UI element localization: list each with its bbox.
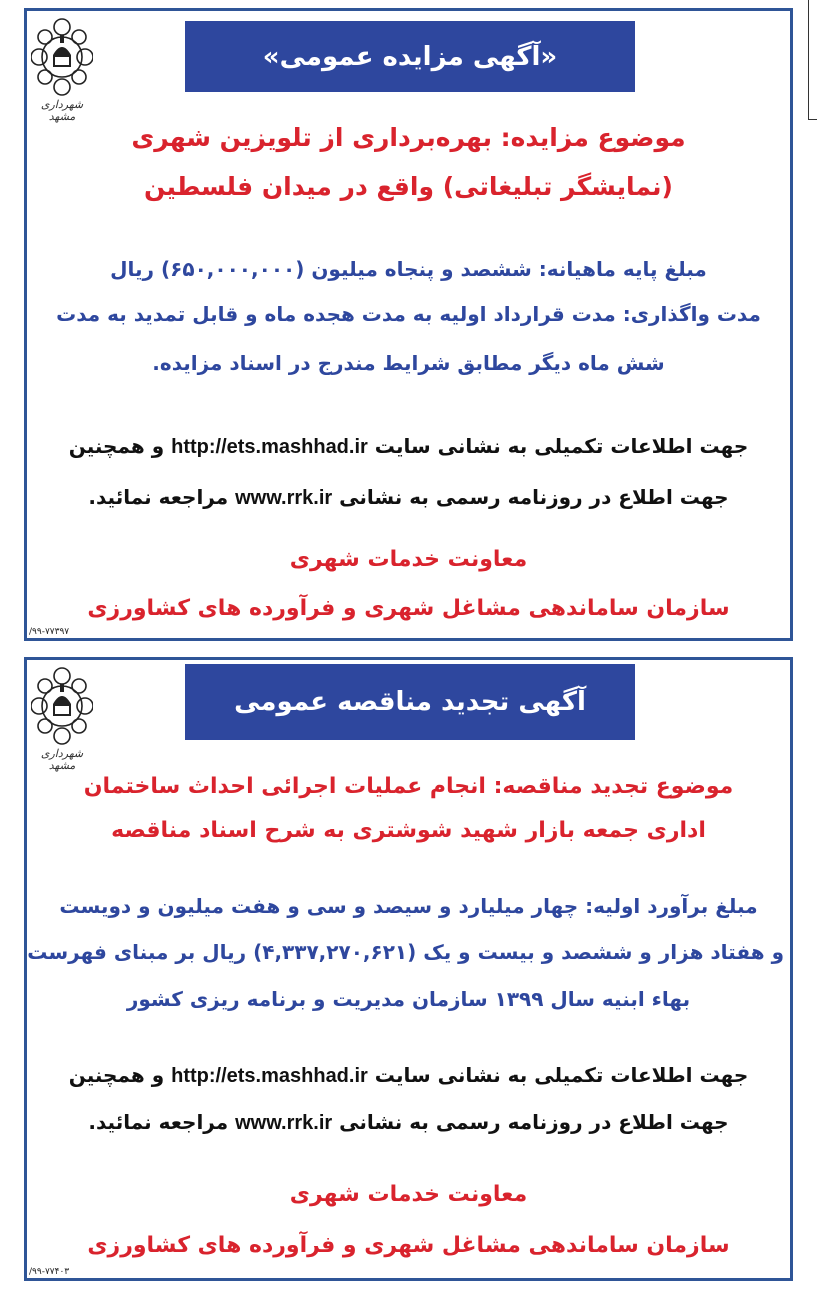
auction-base-price: مبلغ پایه ماهیانه: ششصد و پنجاه میلیون (۶۵۰,۰۰۰,۰۰۰) ریال [110,257,707,281]
auction-signature-organization: سازمان ساماندهی مشاغل شهری و فرآورده های کشاورزی [87,596,730,621]
ets-link[interactable]: http://ets.mashhad.ir [171,1065,368,1087]
info-suffix: و همچنین [68,434,165,458]
mashhad-emblem-icon [31,17,93,99]
municipality-logo [31,666,93,772]
info-suffix: مراجعه نمائید. [88,485,229,509]
auction-ref-code: /۹۹-۷۷۳۹۷ [29,627,70,637]
auction-info-line-2 [33,487,784,508]
tender-info-line-2 [33,1112,784,1133]
auction-subject-line-2: (نمایشگر تبلیغاتی) واقع در میدان فلسطین [144,172,673,201]
auction-duration-line-2: شش ماه دیگر مطابق شرایط مندرج در اسناد مزایده. [152,351,665,375]
info-prefix: جهت اطلاع در روزنامه رسمی به نشانی [339,1110,729,1134]
rrk-link[interactable]: www.rrk.ir [235,1112,333,1134]
info-suffix: مراجعه نمائید. [88,1110,229,1134]
logo-caption: شهرداری مشهد [40,98,84,123]
tender-subject-line-2: اداری جمعه بازار شهید شوشتری به شرح اسناد مناقصه [111,818,706,843]
tender-signature-organization: سازمان ساماندهی مشاغل شهری و فرآورده های کشاورزی [87,1233,730,1258]
tender-info-line-1 [33,1065,784,1086]
auction-header-title: «آگهی مزایده عمومی» [185,21,635,92]
auction-notice [24,8,793,641]
municipality-logo [31,17,93,123]
auction-info-line-1 [33,436,784,457]
info-suffix: و همچنین [68,1063,165,1087]
mashhad-emblem-icon [31,666,93,748]
tender-notice [24,657,793,1281]
auction-signature-deputy: معاونت خدمات شهری [289,547,528,572]
info-prefix: جهت اطلاعات تکمیلی به نشانی سایت [374,1063,749,1087]
tender-estimate-line-1: مبلغ برآورد اولیه: چهار میلیارد و سیصد و سی و هفت میلیون و دویست [59,894,758,918]
rrk-link[interactable]: www.rrk.ir [235,487,333,509]
logo-caption: شهرداری مشهد [40,747,84,772]
tender-estimate-line-2: و هفتاد هزار و ششصد و بیست و یک (۴,۳۳۷,۲۷۰,۶۲۱) ریال بر مبنای فهرست [27,940,784,964]
ets-link[interactable]: http://ets.mashhad.ir [171,436,368,458]
page-corner-fragment [808,0,817,120]
tender-signature-deputy: معاونت خدمات شهری [289,1182,528,1207]
tender-subject-line-1: موضوع تجدید مناقصه: انجام عملیات اجرائی احداث ساختمان [83,774,734,799]
auction-subject-line-1: موضوع مزایده: بهره‌برداری از تلویزین شهری [131,123,686,152]
info-prefix: جهت اطلاع در روزنامه رسمی به نشانی [339,485,729,509]
auction-duration-line-1: مدت واگذاری: مدت قرارداد اولیه به مدت هجده ماه و قابل تمدید به مدت [56,302,761,326]
tender-ref-code: /۹۹-۷۷۴۰۳ [29,1267,70,1277]
tender-estimate-line-3: بهاء ابنیه سال ۱۳۹۹ سازمان مدیریت و برنامه ریزی کشور [126,987,691,1011]
tender-header-title: آگهی تجدید مناقصه عمومی [185,664,635,740]
info-prefix: جهت اطلاعات تکمیلی به نشانی سایت [374,434,749,458]
